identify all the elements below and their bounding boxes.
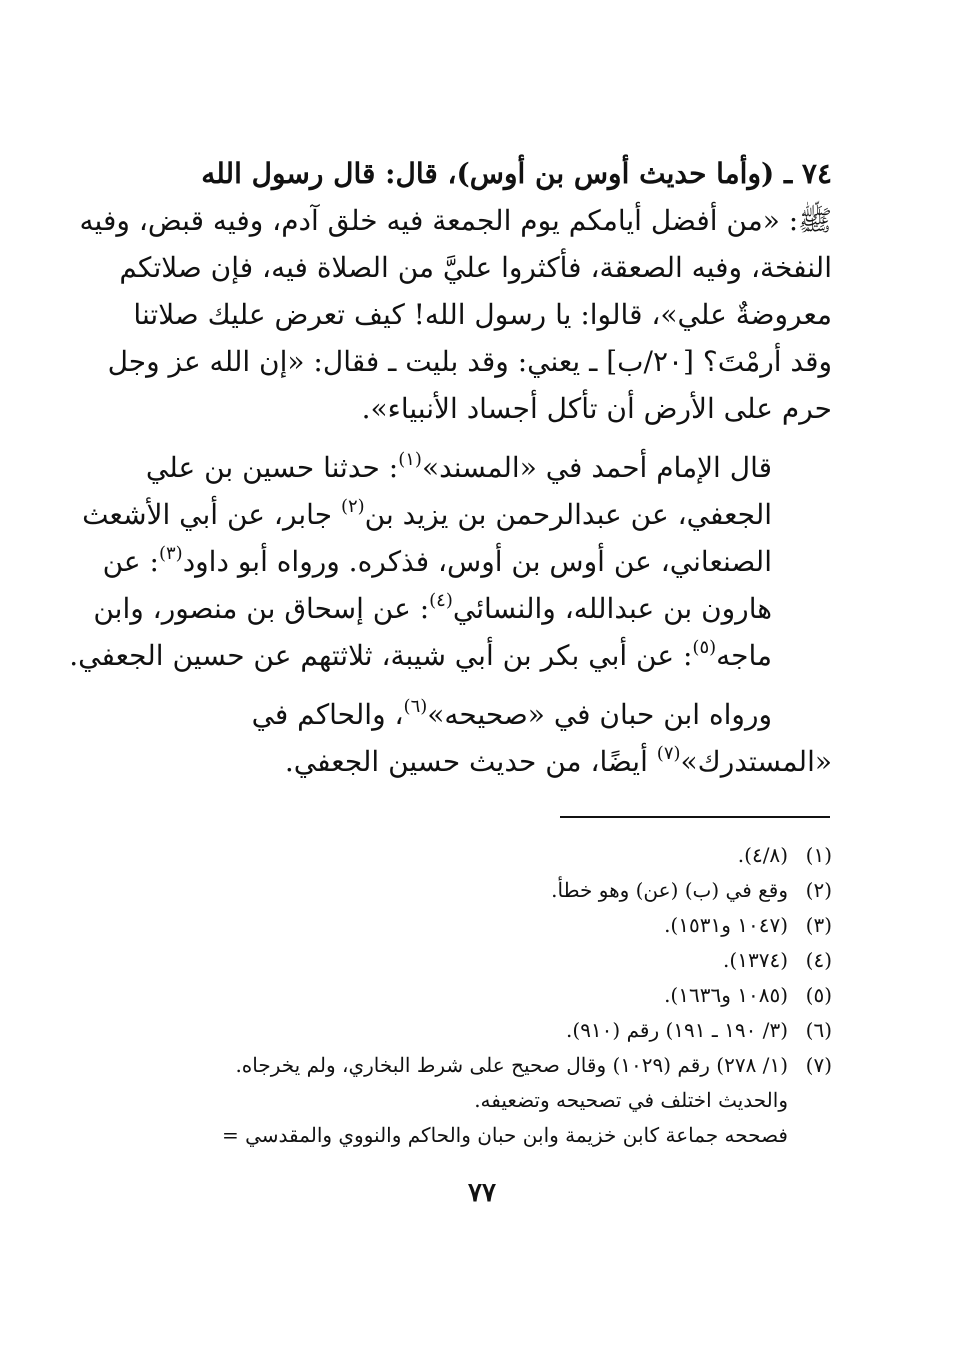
line-text: : عن إسحاق بن منصور، وابن (93, 592, 430, 625)
hadith-line: النفخة، وفيه الصعقة، فأكثروا عليَّ من الصلاة فيه، فإن صلاتكم (119, 251, 832, 284)
takhrij-paragraph-2 (132, 691, 832, 785)
footnotes (132, 838, 832, 1153)
footnote-item (132, 978, 832, 1013)
hadith-line: حرم على الأرض أن تأكل أجساد الأنبياء». (361, 392, 832, 425)
main-text (69, 150, 832, 785)
hadith-line: وقد أرمْتَ؟ [٢٠/ب] ـ يعني: وقد بليت ـ فقال: «إن الله عز وجل (107, 345, 832, 378)
line-text: ، والحاكم في (251, 698, 404, 731)
footnote-ref-4: (٤) (429, 590, 453, 611)
line-text: أيضًا، من حديث حسين الجعفي. (284, 745, 657, 778)
line-text: الجعفي، عن عبدالرحمن بن يزيد بن (364, 498, 772, 531)
hadith-paragraph (79, 150, 832, 432)
footnote-text: وقع في (ب) (عن) وهو خطأ. (551, 878, 788, 902)
footnote-item (132, 838, 832, 873)
line-text: الصنعاني، عن أوس بن أوس، فذكره. ورواه أبو داود (182, 545, 772, 578)
footnote-text: (١٣٧٤). (723, 948, 788, 972)
footnote-number: (٣) (805, 913, 832, 937)
footnote-text: (٤/٨). (737, 843, 788, 867)
line-text: جابر، عن أبي الأشعث (82, 498, 341, 531)
hadith-line: ﷺ: «من أفضل أيامكم يوم الجمعة فيه خلق آدم، وفيه قبض، وفيه (79, 204, 832, 237)
line-text: قال الإمام أحمد في «المسند» (421, 451, 772, 484)
line-text: ورواه ابن حبان في «صحيحه» (427, 698, 772, 731)
takhrij-paragraph (69, 444, 832, 679)
footnote-number: (٤) (805, 948, 832, 972)
footnote-continuation: والحديث اختلف في تصحيحه وتضعيفه. (474, 1088, 788, 1112)
footnote-item (132, 908, 832, 943)
takhrij-line (132, 444, 832, 491)
footnote-text: (١/ ٢٧٨) رقم (١٠٢٩) وقال صحيح على شرط البخاري، ولم يخرجاه. (235, 1053, 788, 1077)
line-text: : حدثنا حسين بن علي (145, 451, 399, 484)
takhrij-line (132, 738, 832, 785)
footnote-ref-1: (١) (398, 449, 422, 470)
hadith-line (132, 150, 832, 197)
footnote-ref-7: (٧) (656, 743, 681, 764)
page-number: ٧٧ (468, 1178, 496, 1208)
footnote-text: (١٠٨٥ و١٦٣٦). (664, 983, 788, 1007)
line-text: : عن (102, 545, 159, 578)
line-text: ماجه (716, 639, 772, 672)
footnote-number: (٢) (805, 878, 832, 902)
footnote-item (132, 1048, 832, 1083)
takhrij-line (132, 691, 832, 738)
takhrij-line (102, 538, 832, 585)
line-text: هارون بن عبدالله، والنسائي (452, 592, 772, 625)
footnote-separator (560, 816, 830, 818)
footnote-item (132, 1013, 832, 1048)
footnote-ref-3: (٣) (158, 543, 183, 564)
line-text: : عن أبي بكر بن أبي شيبة، ثلاثتهم عن حسين الجعفي. (69, 639, 693, 672)
footnote-ref-5: (٥) (692, 637, 717, 658)
footnote-text: (٣/ ١٩٠ ـ ١٩١) رقم (٩١٠). (566, 1018, 788, 1042)
hadith-heading: ٧٤ ـ (وأما حديث أوس بن أوس)، قال: قال رسول الله (201, 157, 832, 190)
takhrij-line (69, 632, 832, 679)
footnote-item (132, 943, 832, 978)
hadith-line: معروضةٌ علي»، قالوا: يا رسول الله! كيف تعرض عليك صلاتنا (133, 298, 832, 331)
takhrij-line (93, 585, 832, 632)
line-text: «المستدرك» (680, 745, 832, 778)
footnote-number: (٧) (805, 1053, 832, 1077)
footnote-number: (٦) (805, 1018, 832, 1042)
footnote-number: (٥) (805, 983, 832, 1007)
footnote-item (132, 873, 832, 908)
footnote-number: (١) (805, 843, 832, 867)
footnote-ref-2: (٢) (340, 496, 365, 517)
footnote-text: (١٠٤٧ و١٥٣١). (664, 913, 788, 937)
footnote-ref-6: (٦) (403, 696, 428, 717)
takhrij-line (82, 491, 832, 538)
footnote-continuation: فصححه جماعة كابن خزيمة وابن حبان والحاكم والنووي والمقدسي = (222, 1123, 788, 1147)
